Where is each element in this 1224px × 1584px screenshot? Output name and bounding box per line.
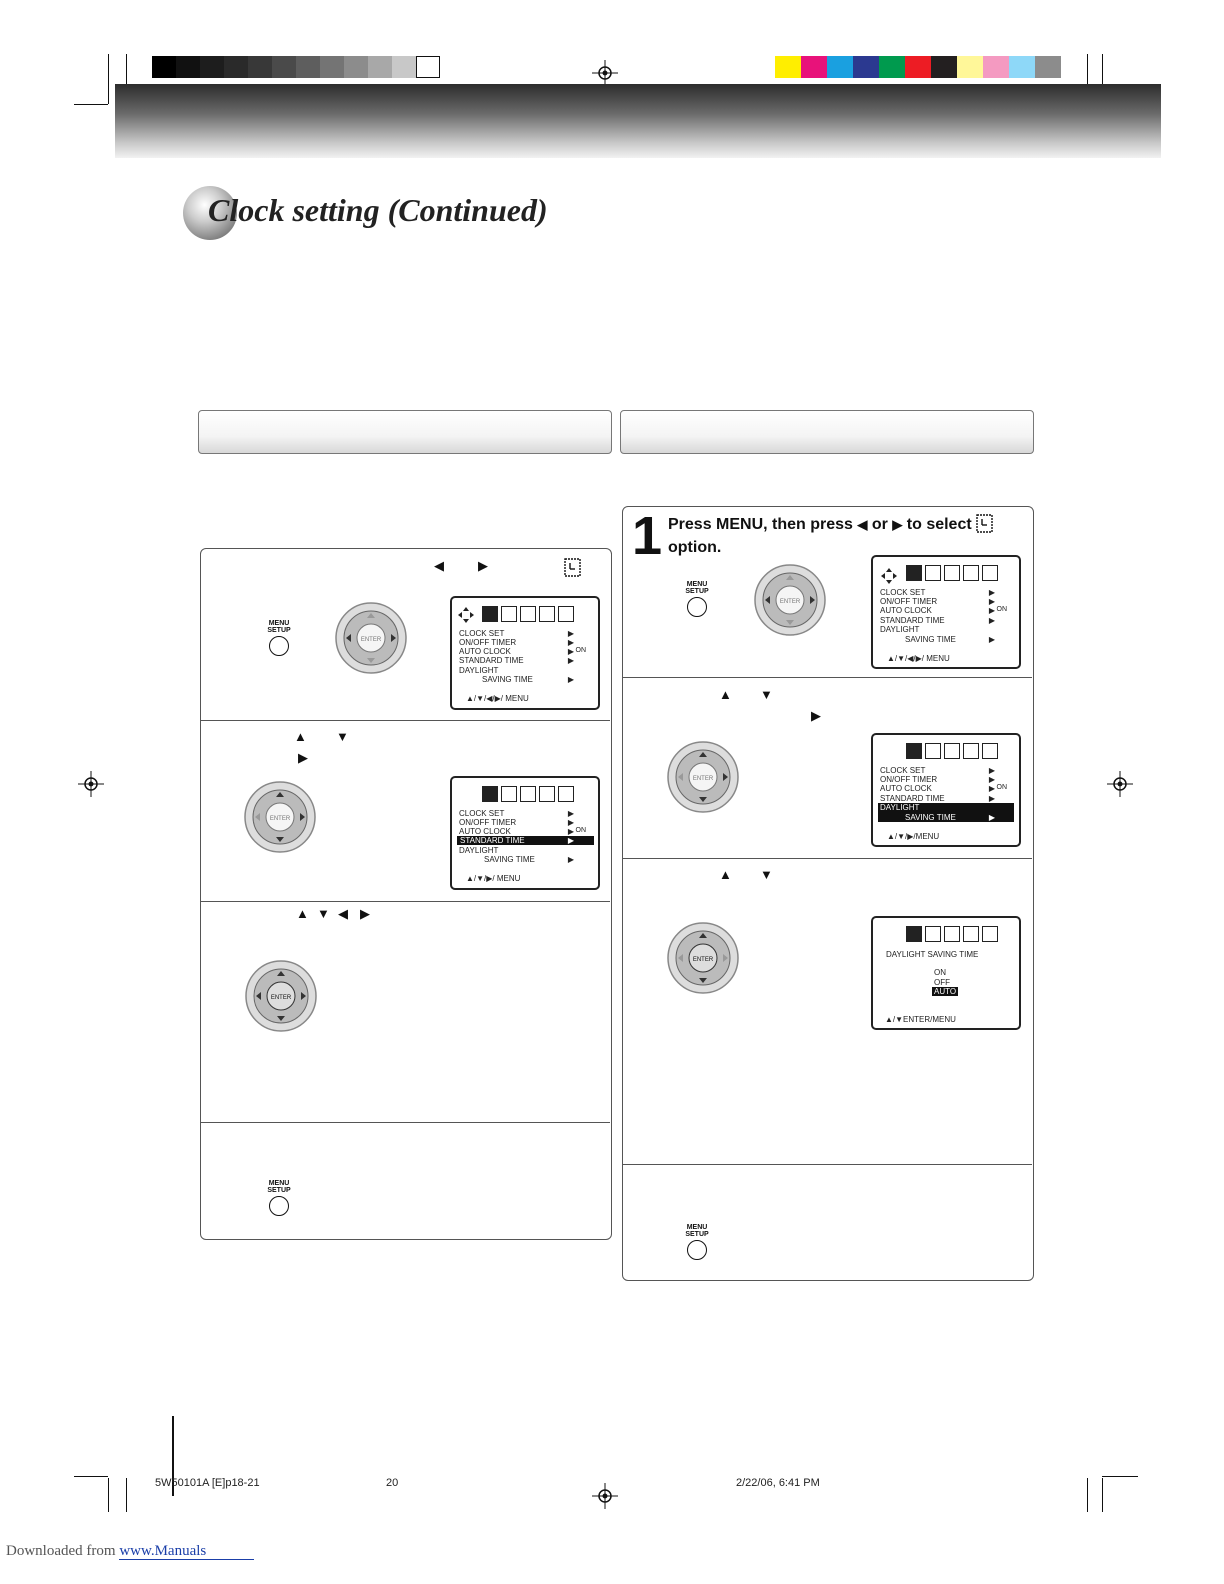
osd-onoff-timer: ON/OFF TIMER [459,818,517,827]
gray-swatch [224,56,248,78]
osd-standard-time: STANDARD TIME [459,656,524,665]
osd-auto-clock: AUTO CLOCK [459,827,511,836]
osd-icon-tabs [906,565,998,581]
osd-screen-clock-menu: CLOCK SET ON/OFF TIMER AUTO CLOCK STANDARD TIME DAYLIGHT SAVING TIME ▶ ▶ ▶ ▶ ▶ ON ▲/▼/◀/▶/ MENU [450,596,600,710]
step-1-instruction [668,513,1018,559]
osd-dst-off: OFF [934,978,950,987]
osd-saving-time: SAVING TIME [482,675,533,684]
crop-mark [126,1478,127,1512]
crop-mark [108,1478,109,1512]
menu-label: MENU [268,620,290,627]
svg-text:ENTER: ENTER [270,995,292,1001]
gray-swatch [176,56,200,78]
osd-standard-time-highlighted: STANDARD TIME [457,836,594,845]
channel-icon [520,606,536,622]
divider [623,858,1032,859]
setup-label: SETUP [267,627,291,634]
download-link[interactable]: www.Manuals [119,1543,254,1560]
picture-icon [482,606,498,622]
crop-mark [108,54,109,104]
color-swatch [775,56,801,78]
osd-onoff-timer: ON/OFF TIMER [459,638,517,647]
osd-screen-clock-menu: CLOCK SET ON/OFF TIMER AUTO CLOCK STANDARD TIME DAYLIGHT SAVING TIME ▶ ▶ ▶ ▶ ▶ ON ▲/▼/◀/▶/ MENU [871,555,1021,669]
menu-button-circle [687,597,707,617]
svg-text:ENTER: ENTER [692,776,714,782]
left-arrow-icon: ◀ [434,558,444,573]
down-arrow-icon: ▼ [317,906,330,921]
osd-standard-time: STANDARD TIME [880,794,945,803]
color-swatch [827,56,853,78]
divider [201,720,610,721]
up-arrow-icon: ▲ [294,729,307,744]
osd-dst-on: ON [934,968,946,977]
osd-saving-time: SAVING TIME [484,855,535,864]
color-swatch [905,56,931,78]
direction-pad-icon[interactable] [334,601,408,675]
osd-auto-clock: AUTO CLOCK [880,606,932,615]
osd-screen-daylight-selected: CLOCK SET ON/OFF TIMER AUTO CLOCK STANDARD TIME DAYLIGHT SAVING TIME ▶ ▶ ▶ ▶ ▶ ON ▲/▼/▶/MENU [871,733,1021,847]
left-arrow-icon: ◀ [857,517,868,532]
page-title: Clock setting (Continued) [208,192,548,228]
divider [201,901,610,902]
crop-mark [126,54,127,88]
osd-clock-set: CLOCK SET [880,588,926,597]
osd-on-value: ON [575,827,586,834]
download-note [6,1543,254,1560]
gray-swatch [344,56,368,78]
download-text: Downloaded from [6,1543,116,1559]
footer-date: 2/22/06, 6:41 PM [736,1477,820,1489]
color-swatch [1009,56,1035,78]
osd-nav-hint: ▲/▼/◀/▶/ MENU [466,694,529,703]
divider [623,677,1032,678]
color-swatch [1035,56,1061,78]
menu-label: MENU [686,581,708,588]
up-arrow-icon: ▲ [719,687,732,702]
setup-label: SETUP [685,1231,709,1238]
step-number: 1 [632,506,663,566]
menu-button-circle [269,1196,289,1216]
move-arrows-icon [881,568,897,584]
up-arrow-icon: ▲ [296,906,309,921]
osd-nav-hint: ▲/▼/◀/▶/ MENU [887,654,950,663]
color-swatch [957,56,983,78]
osd-screen-daylight-saving-options [871,916,1021,1030]
up-arrow-icon: ▲ [719,867,732,882]
gray-swatch [152,56,176,78]
crop-mark [74,1476,108,1477]
right-arrow-icon: ▶ [811,708,821,723]
color-swatch [801,56,827,78]
osd-onoff-timer: ON/OFF TIMER [880,597,938,606]
footer-file-name: 5W50101A [E]p18-21 [155,1477,260,1489]
move-arrows-icon [458,607,474,623]
down-arrow-icon: ▼ [760,687,773,702]
vcr-icon [558,606,574,622]
osd-clock-set: CLOCK SET [459,629,505,638]
gray-swatch [272,56,296,78]
right-arrow-icon: ▶ [478,558,488,573]
gray-swatch [200,56,224,78]
registration-mark-icon [78,771,104,797]
osd-auto-clock: AUTO CLOCK [459,647,511,656]
osd-standard-time: STANDARD TIME [880,616,945,625]
osd-on-value: ON [996,784,1007,791]
direction-pad-icon[interactable] [244,959,318,1033]
crop-mark [1087,1478,1088,1512]
right-section-heading-box [620,410,1034,454]
color-swatch [853,56,879,78]
menu-setup-button[interactable] [259,620,299,656]
registration-mark-icon [592,1483,618,1509]
step-text-part: to select [906,516,972,533]
gray-swatch [320,56,344,78]
svg-text:ENTER: ENTER [360,637,382,643]
menu-setup-button[interactable] [259,1180,299,1216]
crop-mark [1102,1476,1138,1477]
osd-daylight: DAYLIGHT [459,666,499,675]
menu-setup-button[interactable] [677,581,717,617]
osd-daylight: DAYLIGHT [880,625,920,634]
direction-pad-icon[interactable] [666,740,740,814]
direction-pad-icon[interactable] [243,780,317,854]
registration-mark-icon [1107,771,1133,797]
svg-text:ENTER: ENTER [692,957,714,963]
gray-swatch [392,56,416,78]
menu-button-circle [269,636,289,656]
osd-dst-auto-selected: AUTO [934,987,957,996]
right-arrow-icon: ▶ [298,750,308,765]
osd-icon-tabs [906,743,998,759]
setup-icon [539,606,555,622]
direction-pad-icon[interactable] [666,921,740,995]
menu-label: MENU [268,1180,290,1187]
menu-setup-button[interactable] [677,1224,717,1260]
svg-text:ENTER: ENTER [779,599,801,605]
crop-mark [1087,54,1088,88]
footer-page-number: 20 [386,1477,399,1489]
step-text-part: Press MENU, then press [668,516,853,533]
setup-label: SETUP [267,1187,291,1194]
step-text-part: or [871,516,888,533]
menu-label: MENU [686,1224,708,1231]
osd-daylight: DAYLIGHT [459,846,499,855]
osd-nav-hint: ▲/▼/▶/ MENU [466,874,521,883]
crop-mark [1102,1478,1103,1512]
gray-swatch [248,56,272,78]
osd-saving-time: SAVING TIME [905,635,956,644]
down-arrow-icon: ▼ [760,867,773,882]
osd-on-value: ON [575,647,586,654]
clock-tab-icon [501,606,517,622]
osd-icon-tabs [482,786,574,802]
left-section-heading-box [198,410,612,454]
svg-text:ENTER: ENTER [269,816,291,822]
osd-daylight-highlighted: DAYLIGHT [880,803,920,812]
divider [623,1164,1032,1165]
osd-icon-tabs [906,926,998,942]
osd-nav-hint: ▲/▼/▶/MENU [887,832,940,841]
crop-mark [74,104,108,105]
gray-swatch [296,56,320,78]
direction-pad-icon[interactable] [753,563,827,637]
osd-clock-set: CLOCK SET [880,766,926,775]
osd-screen-standard-time-selected: CLOCK SET ON/OFF TIMER AUTO CLOCK STANDARD TIME DAYLIGHT SAVING TIME ▶ ▶ ▶ ▶ ▶ ON ▲/▼/▶/ MENU [450,776,600,890]
down-arrow-icon: ▼ [336,729,349,744]
left-arrow-icon: ◀ [338,906,348,921]
header-band [115,84,1161,158]
color-swatch [931,56,957,78]
clock-icon [976,514,993,533]
gray-swatch [416,56,440,78]
menu-button-circle [687,1240,707,1260]
color-swatch [879,56,905,78]
clock-icon [564,558,581,577]
registration-mark-icon [592,60,618,86]
step-text-part: option. [668,539,722,556]
gray-swatch [368,56,392,78]
osd-auto-clock: AUTO CLOCK [880,784,932,793]
divider [201,1122,610,1123]
osd-clock-set: CLOCK SET [459,809,505,818]
osd-saving-time-highlighted: SAVING TIME [905,813,956,822]
osd-on-value: ON [996,606,1007,613]
color-swatch [983,56,1009,78]
osd-nav-hint: ▲/▼ENTER/MENU [885,1015,956,1024]
right-arrow-icon: ▶ [360,906,370,921]
right-arrow-icon: ▶ [892,517,903,532]
osd-dst-title: DAYLIGHT SAVING TIME [886,950,979,959]
setup-label: SETUP [685,588,709,595]
osd-icon-tabs [482,606,574,622]
osd-onoff-timer: ON/OFF TIMER [880,775,938,784]
